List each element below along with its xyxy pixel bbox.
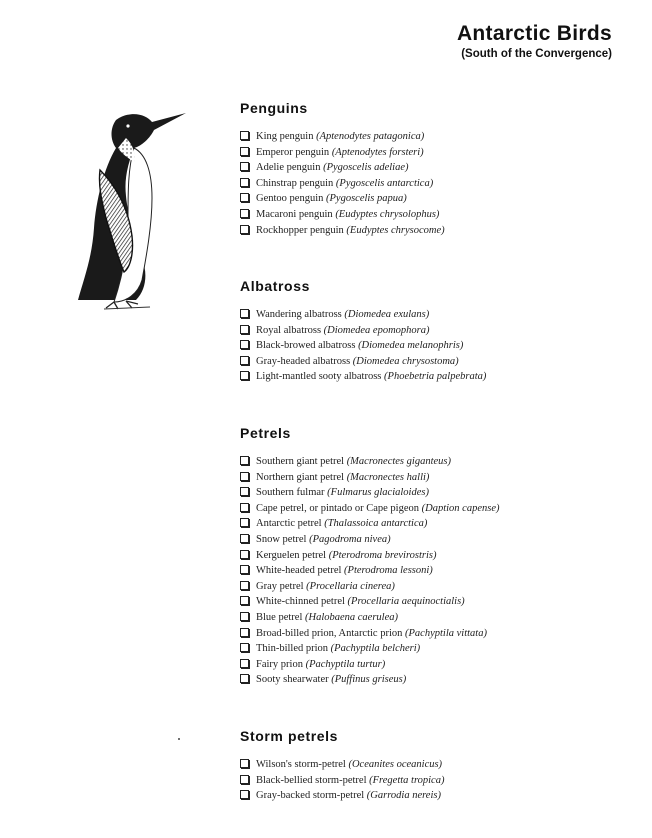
checkbox-icon[interactable] — [240, 131, 249, 140]
common-name: Antarctic petrel — [256, 518, 322, 530]
common-name: White-chinned petrel — [256, 596, 345, 608]
list-item — [240, 773, 444, 789]
checkbox-icon[interactable] — [240, 596, 249, 605]
list-item — [240, 610, 499, 626]
scientific-name: (Thalassoica antarctica) — [324, 518, 428, 530]
checkbox-icon[interactable] — [240, 487, 249, 496]
checkbox-icon[interactable] — [240, 565, 249, 574]
scientific-name: (Halobaena caerulea) — [304, 611, 398, 623]
title-block — [457, 22, 612, 60]
common-name: Emperor penguin — [256, 146, 330, 158]
scientific-name: (Aptenodytes forsteri) — [331, 146, 424, 158]
checkbox-icon[interactable] — [240, 659, 249, 668]
storm-petrels-section — [240, 728, 444, 804]
checkbox-icon[interactable] — [240, 759, 249, 768]
list-item — [240, 485, 499, 501]
penguins-heading: Penguins — [240, 100, 308, 116]
checkbox-icon[interactable] — [240, 518, 249, 527]
list-item — [240, 307, 486, 323]
list-item — [240, 176, 445, 192]
common-name: Sooty shearwater — [256, 674, 329, 686]
storm-petrels-heading: Storm petrels — [240, 728, 339, 744]
list-item — [240, 594, 499, 610]
page-title: Antarctic Birds — [456, 22, 612, 45]
common-name: Gray-backed storm-petrel — [256, 790, 365, 802]
common-name: Fairy prion — [256, 658, 303, 670]
scientific-name: (Oceanites oceanicus) — [348, 759, 443, 770]
scientific-name: (Procellaria cinerea) — [306, 580, 395, 592]
checkbox-icon[interactable] — [240, 340, 249, 349]
list-item — [240, 369, 486, 385]
scientific-name: (Pagodroma nivea) — [309, 533, 391, 545]
checkbox-icon[interactable] — [240, 325, 249, 334]
common-name: Snow petrel — [256, 533, 307, 545]
list-item — [240, 672, 499, 688]
list-item — [240, 548, 499, 564]
checkbox-icon[interactable] — [240, 162, 249, 171]
list-item — [240, 454, 499, 470]
common-name: Rockhopper penguin — [256, 224, 344, 236]
scientific-name: (Aptenodytes patagonica) — [316, 131, 425, 142]
list-item — [240, 338, 486, 354]
scientific-name: (Diomedea exulans) — [344, 309, 430, 320]
checkbox-icon[interactable] — [240, 581, 249, 590]
common-name: Light-mantled sooty albatross — [256, 371, 382, 383]
list-item — [240, 788, 444, 804]
common-name: Adelie penguin — [256, 162, 321, 174]
common-name: Gray petrel — [256, 580, 304, 592]
list-item — [240, 191, 445, 207]
common-name: Black-bellied storm-petrel — [256, 774, 367, 786]
scientific-name: (Diomedea epomophora) — [323, 324, 430, 336]
common-name: Northern giant petrel — [256, 471, 345, 483]
albatross-section — [240, 278, 486, 385]
petrels-heading: Petrels — [240, 425, 291, 441]
common-name: Royal albatross — [256, 324, 322, 336]
common-name: Southern fulmar — [256, 487, 325, 499]
checkbox-icon[interactable] — [240, 147, 249, 156]
penguin-illustration — [70, 108, 190, 318]
checkbox-icon[interactable] — [240, 178, 249, 187]
scientific-name: (Daption capense) — [421, 502, 500, 514]
checkbox-icon[interactable] — [240, 356, 249, 365]
common-name: Gentoo penguin — [256, 193, 324, 205]
common-name: Black-browed albatross — [256, 340, 356, 352]
checkbox-icon[interactable] — [240, 674, 249, 683]
scientific-name: (Puffinus griseus) — [331, 674, 407, 686]
checkbox-icon[interactable] — [240, 503, 249, 512]
common-name: White-headed petrel — [256, 565, 342, 577]
scientific-name: (Pterodroma lessoni) — [344, 565, 433, 577]
scientific-name: (Eudyptes chrysocome) — [346, 224, 445, 236]
scientific-name: (Garrodia nereis) — [366, 790, 441, 802]
common-name: Chinstrap penguin — [256, 177, 334, 189]
list-item — [240, 563, 499, 579]
checkbox-icon[interactable] — [240, 643, 249, 652]
common-name: Southern giant petrel — [256, 456, 345, 467]
list-item — [240, 145, 445, 161]
scientific-name: (Pygoscelis papua) — [326, 193, 407, 205]
penguins-section — [240, 100, 445, 238]
checkbox-icon[interactable] — [240, 209, 249, 218]
list-item — [240, 160, 445, 176]
checkbox-icon[interactable] — [240, 628, 249, 637]
common-name: Kerguelen petrel — [256, 549, 327, 561]
common-name: Thin-billed prion — [256, 643, 329, 655]
list-item — [240, 657, 499, 673]
scientific-name: (Fulmarus glacialoides) — [327, 487, 429, 499]
list-item — [240, 354, 486, 370]
scientific-name: (Pachyptila vittata) — [405, 627, 487, 639]
common-name: Wandering albatross — [256, 309, 342, 320]
common-name: Blue petrel — [256, 611, 303, 623]
list-item — [240, 470, 499, 486]
scientific-name: (Pygoscelis adeliae) — [323, 162, 409, 174]
list-item — [240, 626, 499, 642]
list-item — [240, 129, 445, 145]
checkbox-icon[interactable] — [240, 193, 249, 202]
scientific-name: (Macronectes halli) — [346, 471, 430, 483]
list-item — [240, 207, 445, 223]
speck-mark — [178, 738, 180, 740]
list-item — [240, 516, 499, 532]
checkbox-icon[interactable] — [240, 225, 249, 234]
common-name: King penguin — [256, 131, 314, 142]
scientific-name: (Eudyptes chrysolophus) — [335, 208, 440, 220]
common-name: Broad-billed prion, Antarctic prion — [256, 627, 403, 639]
common-name: Macaroni penguin — [256, 208, 333, 220]
checkbox-icon[interactable] — [240, 790, 249, 799]
checkbox-icon[interactable] — [240, 612, 249, 621]
list-item — [240, 323, 486, 339]
page-subtitle: (South of the Convergence) — [461, 48, 612, 60]
scientific-name: (Phoebetria palpebrata) — [384, 371, 487, 383]
scientific-name: (Pachyptila belcheri) — [330, 643, 421, 655]
list-item — [240, 223, 445, 239]
list-item — [240, 579, 499, 595]
common-name: Wilson's storm-petrel — [256, 759, 346, 770]
scientific-name: (Diomedea melanophris) — [358, 340, 464, 352]
scientific-name: (Pachyptila turtur) — [305, 658, 386, 670]
list-item — [240, 641, 499, 657]
common-name: Cape petrel, or pintado or Cape pigeon — [256, 502, 419, 514]
checkbox-icon[interactable] — [240, 309, 249, 318]
scientific-name: (Macronectes giganteus) — [346, 456, 451, 467]
petrels-section — [240, 425, 499, 688]
checkbox-icon[interactable] — [240, 371, 249, 380]
scientific-name: (Pterodroma brevirostris) — [328, 549, 437, 561]
scientific-name: (Diomedea chrysostoma) — [352, 355, 459, 367]
scientific-name: (Fregetta tropica) — [369, 774, 445, 786]
checkbox-icon[interactable] — [240, 550, 249, 559]
checkbox-icon[interactable] — [240, 775, 249, 784]
checkbox-icon[interactable] — [240, 456, 249, 465]
checkbox-icon[interactable] — [240, 534, 249, 543]
list-item — [240, 532, 499, 548]
scientific-name: (Procellaria aequinoctialis) — [347, 596, 465, 608]
checkbox-icon[interactable] — [240, 472, 249, 481]
albatross-heading: Albatross — [240, 278, 310, 294]
list-item — [240, 501, 499, 517]
list-item — [240, 757, 444, 773]
scientific-name: (Pygoscelis antarctica) — [335, 177, 434, 189]
common-name: Gray-headed albatross — [256, 355, 351, 367]
